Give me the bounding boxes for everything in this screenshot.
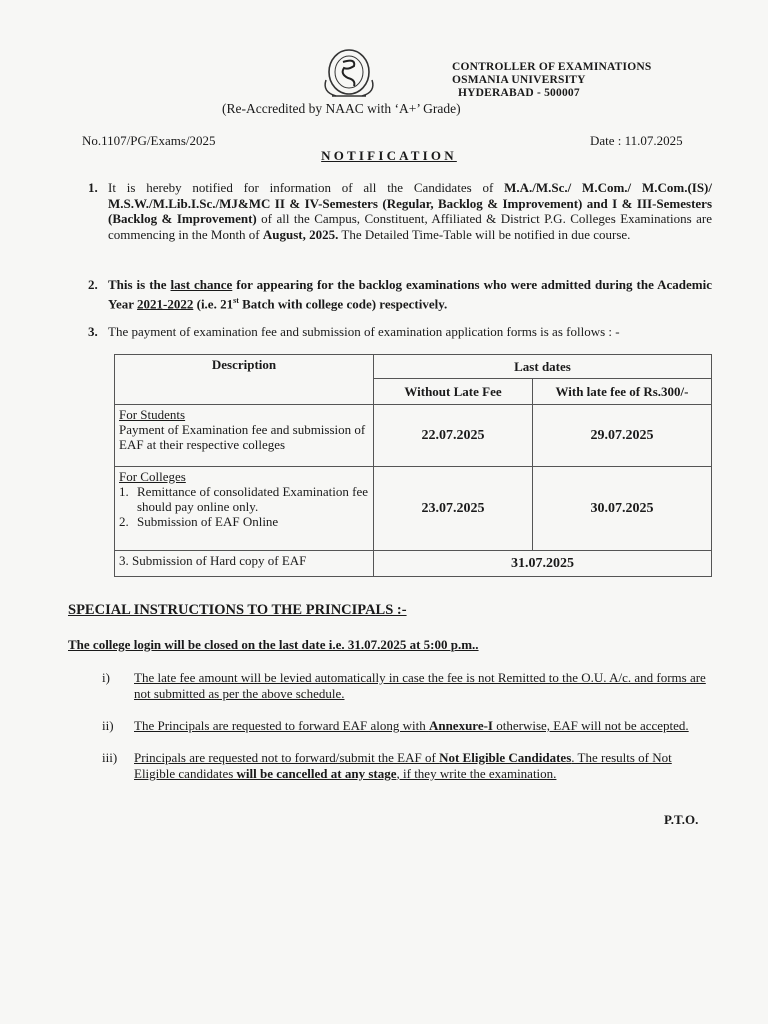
instruction-i-number: i) [102, 670, 110, 685]
table-row-hardcopy [115, 551, 712, 577]
fee-schedule-table [114, 354, 712, 577]
university-heading: OSMANIA UNIVERSITY [452, 74, 586, 86]
office-heading: CONTROLLER OF EXAMINATIONS [452, 61, 652, 73]
header-without-late-fee: Without Late Fee [374, 379, 533, 405]
table-row-colleges: For Colleges 1. Remittance of consolidated Examination fee should pay online only. 2. Submission of EAF Online 23.07.2025 30.07.2025 [115, 467, 712, 551]
page-title: NOTIFICATION [321, 148, 457, 163]
reference-number: No.1107/PG/Exams/2025 [82, 133, 216, 148]
colleges-item-2: Submission of EAF Online [137, 514, 279, 529]
students-without-late-date: 22.07.2025 [374, 405, 533, 467]
header-description: Description [115, 355, 374, 405]
colleges-without-late-date: 23.07.2025 [374, 467, 533, 551]
colleges-item-1: Remittance of consolidated Examination fee should pay online only. [137, 484, 369, 514]
hardcopy-description: 3. Submission of Hard copy of EAF [115, 551, 374, 577]
instruction-iii-text: Principals are requested not to forward/submit the EAF of Not Eligible Candidates. The results of Not Eligible candidates will be cancelled at any stage, if they write the examination. [134, 750, 672, 781]
colleges-heading: For Colleges [119, 469, 186, 484]
instruction-iii-number: iii) [102, 750, 118, 765]
students-description: Payment of Examination fee and submission of EAF at their respective colleges [119, 422, 366, 452]
accreditation-line: (Re-Accredited by NAAC with ‘A+’ Grade) [222, 101, 461, 116]
point-2-text: This is the last chance for appearing for the backlog examinations who were admitted during the Academic Year 2021-2022 (i.e. 21st Batch with college code) respectively. [108, 277, 712, 311]
university-seal-logo [318, 44, 380, 102]
students-heading: For Students [119, 407, 186, 422]
header-with-late-fee: With late fee of Rs.300/- [533, 379, 712, 405]
header-last-dates: Last dates [374, 355, 712, 379]
instruction-ii-text: The Principals are requested to forward EAF along with Annexure-I otherwise, EAF will not be accepted. [134, 718, 689, 733]
instruction-i-text: The late fee amount will be levied automatically in case the fee is not Remitted to the O.U. A/c. and forms are not submitted as per the above schedule. [134, 670, 706, 701]
point-3-number: 3. [88, 324, 98, 339]
instruction-ii-number: ii) [102, 718, 114, 733]
city-heading: HYDERABAD - 500007 [458, 87, 580, 99]
hardcopy-date: 31.07.2025 [374, 551, 712, 577]
please-turn-over: P.T.O. [664, 812, 699, 827]
point-1-text: It is hereby notified for information of all the Candidates of M.A./M.Sc./ M.Com./ M.Com.(IS)/ M.S.W./M.Lib.I.Sc./MJ&MC II & IV-Semesters (Regular, Backlog & Improvement) and I & III-Semesters (Backlog & Improvement) of all the Campus, Constituent, Affiliated & District P.G. Colleges Examinations are commencing in the Month of August, 2025. The Detailed Time-Table will be notified in due course. [108, 180, 712, 242]
notification-date: Date : 11.07.2025 [590, 133, 683, 148]
point-3-text: The payment of examination fee and submission of examination application forms is as follows : - [108, 324, 620, 339]
login-closure-note: The college login will be closed on the last date i.e. 31.07.2025 at 5:00 p.m.. [68, 637, 479, 652]
special-instructions-heading: SPECIAL INSTRUCTIONS TO THE PRINCIPALS :- [68, 602, 407, 618]
table-row-students [115, 405, 712, 467]
point-2-number: 2. [88, 277, 98, 292]
students-with-late-date: 29.07.2025 [533, 405, 712, 467]
point-1-number: 1. [88, 180, 98, 195]
colleges-with-late-date: 30.07.2025 [533, 467, 712, 551]
